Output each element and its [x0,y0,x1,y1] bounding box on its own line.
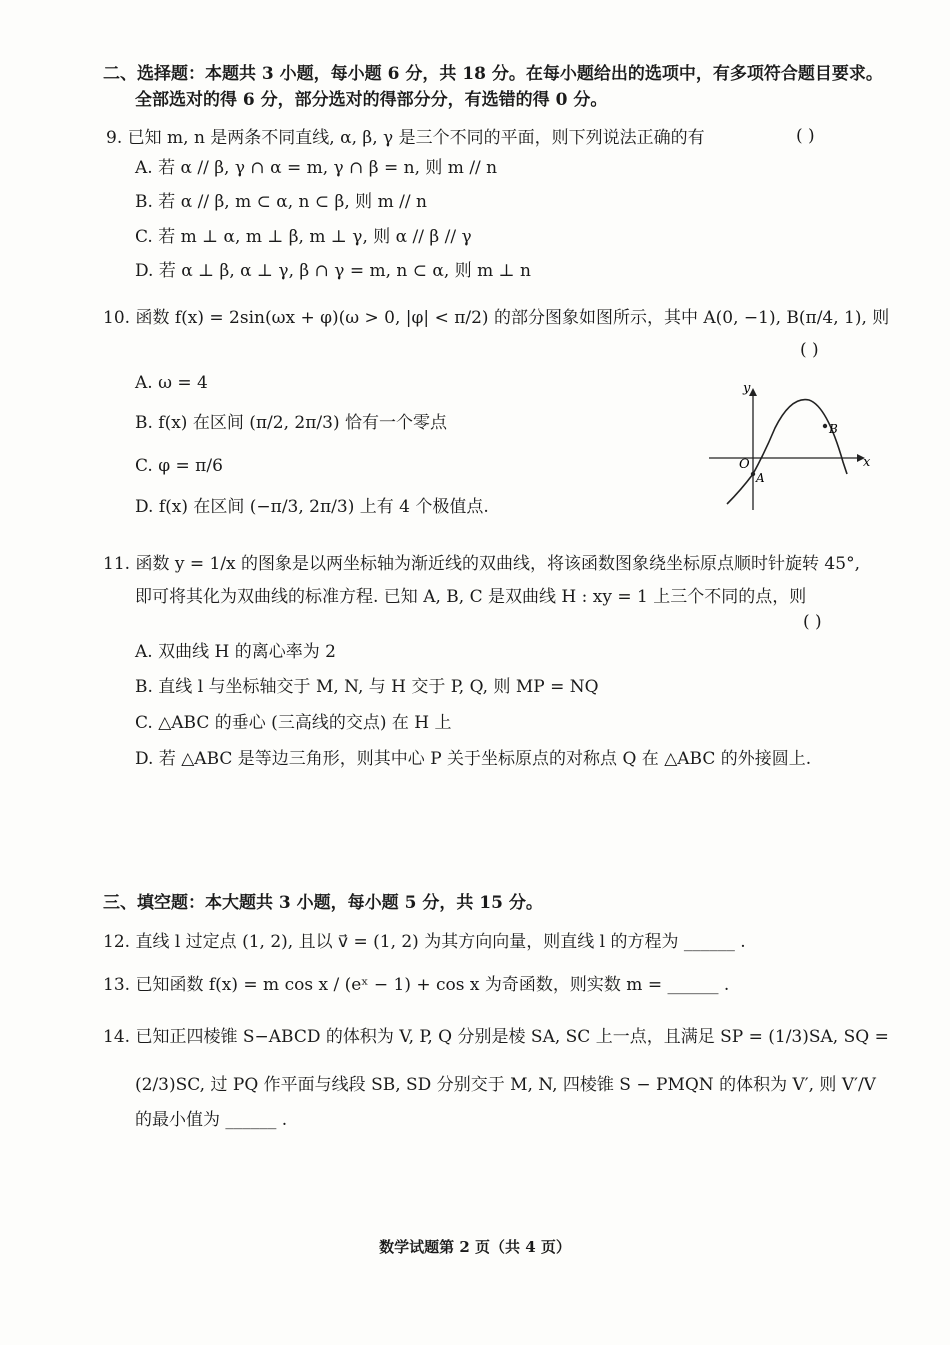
q14-line-3: 的最小值为 ______ . [135,1110,288,1130]
q10-option-a: A. ω = 4 [135,373,208,393]
section2-heading-2: 全部选对的得 6 分，部分选对的得部分分，有选错的得 0 分。 [135,90,608,110]
q11-option-b: B. 直线 l 与坐标轴交于 M, N, 与 H 交于 P, Q, 则 MP = NQ [135,677,599,697]
q9-answer-paren: ( ) [796,126,815,146]
x-axis-label: x [863,455,871,470]
q14-line-1: 14. 已知正四棱锥 S−ABCD 的体积为 V, P, Q 分别是棱 SA, SC 上一点，且满足 SP = (1/3)SA, SQ = [103,1027,889,1047]
page-footer: 数学试题第 2 页（共 4 页） [379,1238,571,1256]
q10-answer-paren: ( ) [800,340,819,360]
point-b [823,424,827,428]
q9-option-b: B. 若 α // β, m ⊂ α, n ⊂ β, 则 m // n [135,192,427,212]
q11-stem-2: 即可将其化为双曲线的标准方程. 已知 A, B, C 是双曲线 H : xy = 1 上三个不同的点，则 [135,587,807,607]
q11-option-d: D. 若 △ABC 是等边三角形，则其中心 P 关于坐标原点的对称点 Q 在 △ABC 的外接圆上. [135,749,812,769]
q10-option-c: C. φ = π/6 [135,456,223,476]
q10-option-b: B. f(x) 在区间 (π/2, 2π/3) 恰有一个零点 [135,413,447,433]
point-b-label: B [829,422,838,436]
q12-text: 12. 直线 l 过定点 (1, 2), 且以 v⃗ = (1, 2) 为其方向向量，则直线 l 的方程为 ______ . [103,932,746,952]
q9-option-d: D. 若 α ⊥ β, α ⊥ γ, β ∩ γ = m, n ⊂ α, 则 m ⊥ n [135,261,531,281]
point-a-label: A [756,471,765,485]
origin-label: O [739,457,750,472]
q11-option-c: C. △ABC 的垂心 (三高线的交点) 在 H 上 [135,713,452,733]
q9-option-c: C. 若 m ⊥ α, m ⊥ β, m ⊥ γ, 则 α // β // γ [135,227,472,247]
q11-option-a: A. 双曲线 H 的离心率为 2 [135,642,336,662]
q10-sine-graph [705,382,875,512]
point-a [751,472,755,476]
q11-stem-1: 11. 函数 y = 1/x 的图象是以两坐标轴为渐近线的双曲线，将该函数图象绕坐标原点顺时针旋转 45°, [103,554,860,574]
sine-curve [727,400,847,504]
q10-stem: 10. 函数 f(x) = 2sin(ωx + φ)(ω > 0, |φ| < π/2) 的部分图象如图所示，其中 A(0, −1), B(π/4, 1), 则 [103,308,890,328]
section2-heading-1: 二、选择题：本题共 3 小题，每小题 6 分，共 18 分。在每小题给出的选项中，有多项符合题目要求。 [103,64,883,84]
q14-line-2: (2/3)SC, 过 PQ 作平面与线段 SB, SD 分别交于 M, N, 四棱锥 S − PMQN 的体积为 V′, 则 V′/V [135,1075,876,1095]
q9-option-a: A. 若 α // β, γ ∩ α = m, γ ∩ β = n, 则 m // n [135,158,498,178]
q11-answer-paren: ( ) [803,612,822,632]
y-axis-label: y [743,382,751,396]
section3-heading: 三、填空题：本大题共 3 小题，每小题 5 分，共 15 分。 [103,893,543,913]
q10-option-d: D. f(x) 在区间 (−π/3, 2π/3) 上有 4 个极值点. [135,497,489,517]
q9-stem: 9. 已知 m, n 是两条不同直线, α, β, γ 是三个不同的平面，则下列说法正确的有 [106,128,705,148]
q13-text: 13. 已知函数 f(x) = m cos x / (eˣ − 1) + cos x 为奇函数，则实数 m = ______ . [103,975,730,995]
